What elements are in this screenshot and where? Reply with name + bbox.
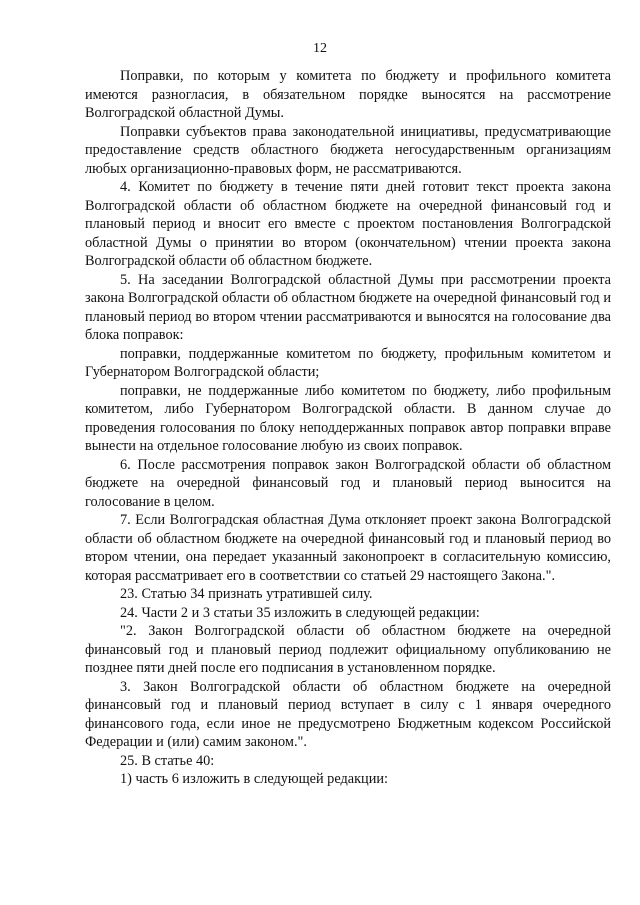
- paragraph-disagreement-amendments: Поправки, по которым у комитета по бюджету и профильного комитета имеются разногласия, в обязательном порядке выносятся на рассмотрение Волгоградской областной Думы.: [85, 68, 611, 121]
- paragraph-item-23: 23. Статью 34 признать утратившей силу.: [120, 586, 373, 602]
- paragraph-part-2: "2. Закон Волгоградской области об областном бюджете на очередной финансовый год и плановый период подлежит официальному опубликованию не позднее пяти дней после его подписания в установленном порядке.: [85, 623, 611, 676]
- paragraph-supported-amendments: поправки, поддержанные комитетом по бюджету, профильным комитетом и Губернатором Волгоградской области;: [85, 345, 611, 380]
- paragraph-item-5: 5. На заседании Волгоградской областной Думы при рассмотрении проекта закона Волгоградской области об областном бюджете на очередной финансовый год и плановый период во втором чтении рассматриваются и выносятся на голосование два блока поправок:: [85, 271, 611, 343]
- paragraph-item-4: 4. Комитет по бюджету в течение пяти дней готовит текст проекта закона Волгоградской области об областном бюджете на очередной финансовый год и плановый период и вносит его вместе с проектом постановления Волгоградской областной Думы о принятии во втором (окончательном) чтении проекта закона Волгоградской области об областном бюджете.: [85, 179, 611, 269]
- paragraph-item-25: 25. В статье 40:: [120, 752, 215, 769]
- page-number: 12: [313, 41, 327, 56]
- paragraph-part-3: 3. Закон Волгоградской области об областном бюджете на очередной финансовый год и плановый период вступает в силу с 1 января очередного финансового года, если иное не предусмотрено Бюджетным кодексом Российской Федерации и (или) самим законом.".: [85, 678, 611, 750]
- document-body: [85, 67, 611, 789]
- paragraph-unconsidered-amendments: Поправки субъектов права законодательной инициативы, предусматривающие предоставление средств областного бюджета негосударственным организациям любых организационно-правовых форм, не рассматриваются.: [85, 123, 611, 177]
- paragraph-unsupported-amendments: поправки, не поддержанные либо комитетом по бюджету, либо профильным комитетом, либо Губернатором Волгоградской области. В данном случае до проведения голосования по блоку неподдержанных поправок автор поправки вправе вынести на отдельное голосование любую из своих поправок.: [85, 382, 611, 454]
- paragraph-item-6: 6. После рассмотрения поправок закон Волгоградской области об областном бюджете на очередной финансовый год и плановый период выносится на голосование в целом.: [85, 456, 611, 510]
- paragraph-item-7: 7. Если Волгоградская областная Дума отклоняет проект закона Волгоградской области об областном бюджете на очередной финансовый год и плановый период во втором чтении, она передает указанный законопроект в согласительную комиссию, которая рассматривает его в соответствии со статьей 29 настоящего Закона.".: [85, 512, 611, 584]
- paragraph-subitem-1: 1) часть 6 изложить в следующей редакции:: [120, 771, 388, 787]
- paragraph-item-24: 24. Части 2 и 3 статьи 35 изложить в следующей редакции:: [120, 604, 480, 621]
